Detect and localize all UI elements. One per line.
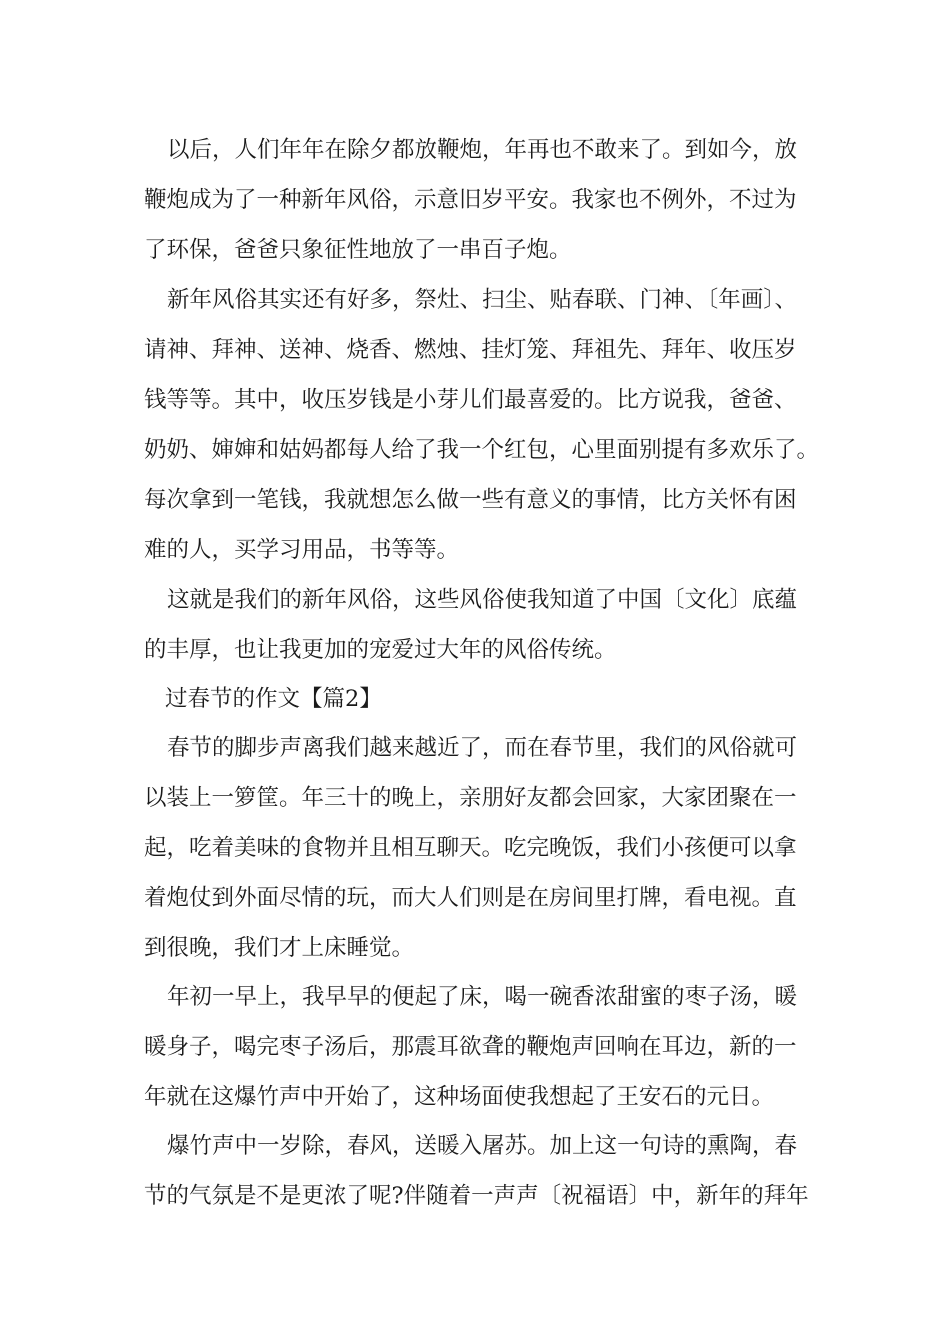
- paragraph-1-line-1: 以后，人们年年在除夕都放鞭炮，年再也不敢来了。到如今，放: [167, 137, 798, 163]
- paragraph-1-line-2: 鞭炮成为了一种新年风俗，示意旧岁平安。我家也不例外，不过为: [144, 187, 797, 213]
- paragraph-4-line-2: 以装上一箩筐。年三十的晚上，亲朋好友都会回家，大家团聚在一: [144, 785, 797, 811]
- paragraph-5-line-2: 暖身子，喝完枣子汤后，那震耳欲聋的鞭炮声回响在耳边，新的一: [144, 1034, 797, 1060]
- paragraph-4-line-5: 到很晚，我们才上床睡觉。: [144, 935, 415, 961]
- paragraph-5-line-1: 年初一早上，我早早的便起了床，喝一碗香浓甜蜜的枣子汤，暖: [167, 984, 798, 1010]
- paragraph-2-line-5: 每次拿到一笔钱，我就想怎么做一些有意义的事情，比方关怀有困: [144, 487, 797, 513]
- section-heading: 过春节的作文【篇2】: [165, 686, 382, 712]
- paragraph-4-line-3: 起，吃着美味的食物并且相互聊天。吃完晚饭，我们小孩便可以拿: [144, 835, 797, 861]
- paragraph-4-line-4: 着炮仗到外面尽情的玩，而大人们则是在房间里打牌，看电视。直: [144, 885, 797, 911]
- paragraph-6-line-2: 节的气氛是不是更浓了呢?伴随着一声声〔祝福语〕中，新年的拜年: [144, 1183, 809, 1209]
- paragraph-2-line-6: 难的人，买学习用品，书等等。: [144, 537, 460, 563]
- paragraph-2-line-3: 钱等等。其中，收压岁钱是小芽儿们最喜爱的。比方说我，爸爸、: [144, 387, 797, 413]
- paragraph-2-line-1: 新年风俗其实还有好多，祭灶、扫尘、贴春联、门神、〔年画〕、: [167, 287, 798, 313]
- paragraph-1-line-3: 了环保，爸爸只象征性地放了一串百子炮。: [144, 237, 572, 263]
- paragraph-3-line-2: 的丰厚，也让我更加的宠爱过大年的风俗传统。: [144, 637, 617, 663]
- paragraph-5-line-3: 年就在这爆竹声中开始了，这种场面使我想起了王安石的元日。: [144, 1084, 775, 1110]
- paragraph-2-line-4: 奶奶、婶婶和姑妈都每人给了我一个红包，心里面别提有多欢乐了。: [144, 437, 820, 463]
- paragraph-2-line-2: 请神、拜神、送神、烧香、燃烛、挂灯笼、拜祖先、拜年、收压岁: [144, 337, 797, 363]
- paragraph-3-line-1: 这就是我们的新年风俗，这些风俗使我知道了中国〔文化〕底蕴: [167, 587, 798, 613]
- paragraph-6-line-1: 爆竹声中一岁除，春风，送暖入屠苏。加上这一句诗的熏陶，春: [167, 1133, 798, 1159]
- paragraph-4-line-1: 春节的脚步声离我们越来越近了，而在春节里，我们的风俗就可: [167, 735, 798, 761]
